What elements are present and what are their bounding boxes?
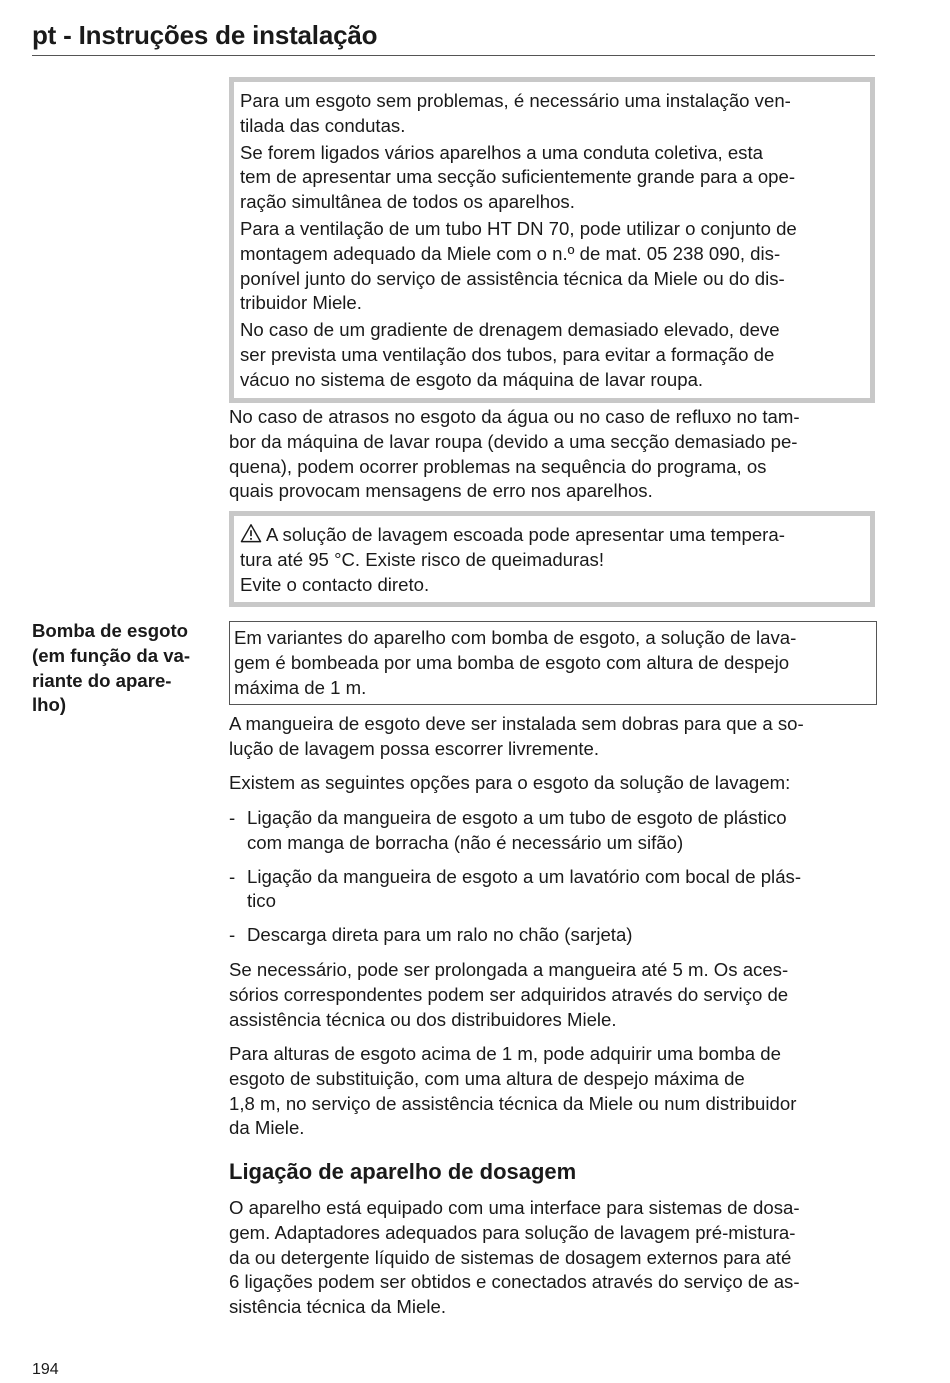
extension-paragraph — [229, 958, 877, 1032]
warning-box — [229, 511, 875, 607]
list-line: Ligação da mangueira de esgoto a um tubo de esgoto de plástico — [247, 807, 787, 828]
options-intro-paragraph — [229, 771, 877, 796]
text-line: Existem as seguintes opções para o esgoto da solução de lavagem: — [229, 772, 791, 793]
text-line: bor da máquina de lavar roupa (devido a uma secção demasiado pe- — [229, 430, 798, 452]
dosing-paragraph — [229, 1196, 877, 1320]
text-line: 1,8 m, no serviço de assistência técnica da Miele ou num distribuidor — [229, 1092, 797, 1114]
text-line: assistência técnica ou dos distribuidores Miele. — [229, 1008, 617, 1030]
note-line: vácuo no sistema de esgoto da máquina de lavar roupa. — [240, 368, 704, 390]
drain-options-list — [229, 806, 877, 948]
section-dosing — [229, 1160, 877, 1185]
note-line: ponível junto do serviço de assistência técnica da Miele ou do dis- — [240, 267, 785, 289]
list-dash: - — [229, 924, 236, 946]
warning-text: A solução de lavagem escoada pode apresentar uma tempera- — [266, 524, 785, 545]
text-line: da ou detergente líquido de sistemas de dosagem externos para até — [229, 1246, 792, 1268]
text-line: sistência técnica da Miele. — [229, 1296, 447, 1318]
side-heading-line: riante do apare- — [32, 669, 172, 691]
drain-pump-note-box — [229, 621, 877, 705]
note-line: ração simultânea de todos os aparelhos. — [240, 191, 575, 213]
side-heading-line: Bomba de esgoto — [32, 620, 188, 641]
text-line: lução de lavagem possa escorrer livremente. — [229, 737, 599, 759]
list-item — [229, 806, 877, 856]
list-line: tico — [247, 890, 276, 912]
list-item — [229, 923, 877, 948]
warning-line: Evite o contacto direto. — [240, 573, 430, 595]
page-header — [32, 20, 875, 56]
note-line: gem é bombeada por uma bomba de esgoto com altura de despejo — [234, 651, 790, 673]
page-title: pt - Instruções de instalação — [32, 20, 378, 50]
text-line: quais provocam mensagens de erro nos aparelhos. — [229, 480, 653, 502]
warning-line — [240, 523, 864, 548]
text-line: O aparelho está equipado com uma interface para sistemas de dosa- — [229, 1197, 800, 1218]
replacement-pump-paragraph — [229, 1042, 877, 1141]
note-line: máxima de 1 m. — [234, 676, 367, 698]
text-line: sórios correspondentes podem ser adquiridos através do serviço de — [229, 983, 789, 1005]
list-line: com manga de borracha (não é necessário um sifão) — [247, 831, 684, 853]
warning-triangle-icon — [240, 523, 262, 543]
page-number: 194 — [32, 1361, 59, 1378]
note-line: Se forem ligados vários aparelhos a uma conduta coletiva, esta — [240, 141, 763, 163]
text-line: quena), podem ocorrer problemas na sequência do programa, os — [229, 455, 767, 477]
ventilation-note-box — [229, 77, 875, 403]
note-line: montagem adequado da Miele com o n.º de mat. 05 238 090, dis- — [240, 242, 781, 264]
text-line: da Miele. — [229, 1117, 305, 1139]
text-line: Para alturas de esgoto acima de 1 m, pode adquirir uma bomba de — [229, 1043, 781, 1064]
note-line: tribuidor Miele. — [240, 292, 362, 314]
text-line: Se necessário, pode ser prolongada a mangueira até 5 m. Os aces- — [229, 959, 789, 980]
side-heading-line: (em função da va- — [32, 644, 191, 666]
warning-line: tura até 95 °C. Existe risco de queimaduras! — [240, 548, 604, 570]
text-line: gem. Adaptadores adequados para solução de lavagem pré-mistura- — [229, 1221, 796, 1243]
list-item — [229, 865, 877, 915]
text-line: 6 ligações podem ser obtidos e conectados através do serviço de as- — [229, 1271, 800, 1293]
text-line: No caso de atrasos no esgoto da água ou no caso de refluxo no tam- — [229, 406, 800, 427]
note-line: tilada das condutas. — [240, 114, 406, 136]
note-line: Em variantes do aparelho com bomba de esgoto, a solução de lava- — [234, 627, 797, 648]
hose-paragraph — [229, 712, 877, 762]
text-line: esgoto de substituição, com uma altura de despejo máxima de — [229, 1067, 745, 1089]
list-dash: - — [229, 865, 236, 887]
note-line: Para um esgoto sem problemas, é necessário uma instalação ven- — [240, 90, 791, 111]
side-heading-drain-pump — [32, 619, 217, 718]
side-heading-line: lho) — [32, 694, 67, 716]
list-dash: - — [229, 807, 236, 828]
text-line: A mangueira de esgoto deve ser instalada sem dobras para que a so- — [229, 713, 804, 734]
note-line: No caso de um gradiente de drenagem demasiado elevado, deve — [240, 319, 780, 341]
reflux-paragraph — [229, 405, 877, 504]
note-line: ser prevista uma ventilação dos tubos, para evitar a formação de — [240, 343, 775, 365]
section-title: Ligação de aparelho de dosagem — [229, 1159, 577, 1184]
note-line: Para a ventilação de um tubo HT DN 70, pode utilizar o conjunto de — [240, 217, 797, 239]
note-line: tem de apresentar uma secção suficientemente grande para a ope- — [240, 166, 796, 188]
list-line: Ligação da mangueira de esgoto a um lavatório com bocal de plás- — [247, 865, 802, 887]
list-line: Descarga direta para um ralo no chão (sarjeta) — [247, 924, 633, 946]
